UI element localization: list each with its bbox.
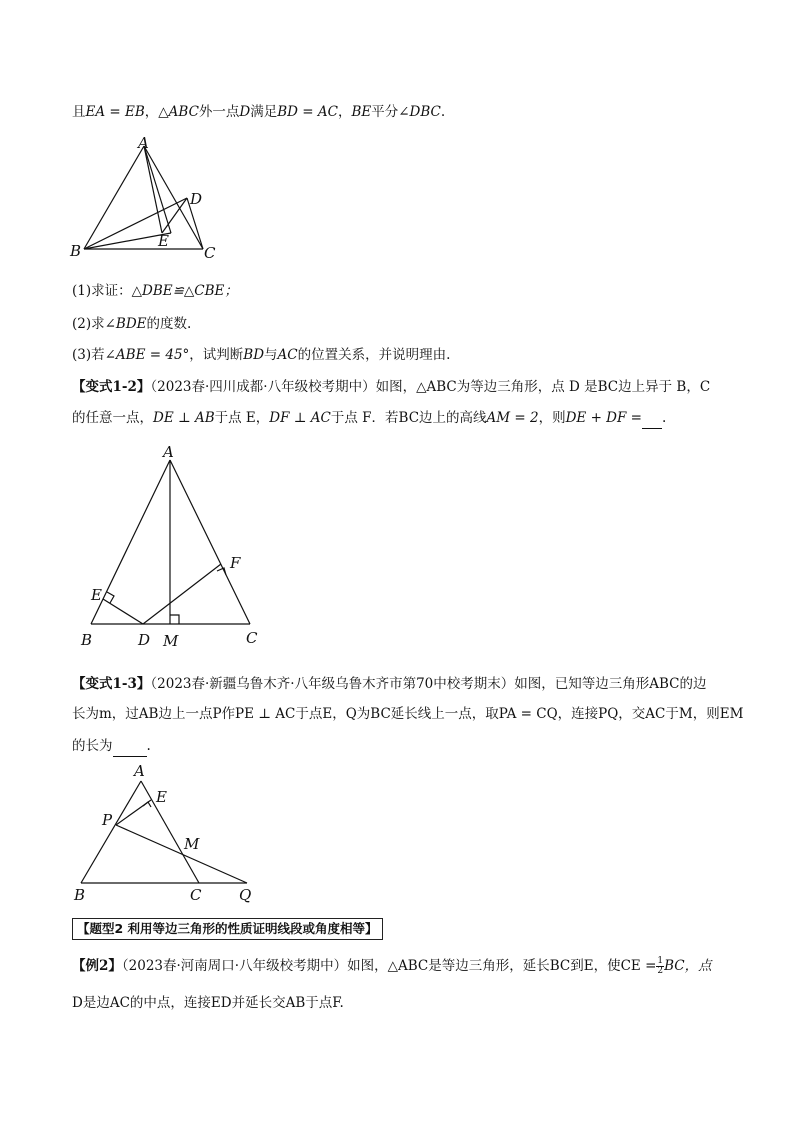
fig3-label-p: P [102, 811, 113, 829]
question-1: (1)求证：△DBE≌△CBE； [72, 283, 238, 299]
fig2-label-d: D [138, 631, 151, 649]
example-2-line1: 【例2】（2023春·河南周口·八年级校考期中）如图，△ABC是等边三角形，延长BC到E，使CE = $\frac{1}{2}$ BC，点 [72, 956, 712, 976]
answer-blank [113, 736, 147, 757]
variant-1-3-line2: 长为m，过AB边上一点P作PE ⊥ AC于点E，Q为BC延长线上一点，取PA = CQ，连接PQ，交AC于M，则EM [72, 706, 744, 722]
fig2-label-f: F [230, 554, 241, 572]
variant-1-3-line1: 【变式1-3】（2023春·新疆乌鲁木齐·八年级乌鲁木齐市第70中校考期末）如图，已知等边三角形ABC的边 [72, 676, 707, 692]
question-2: (2)求∠BDE的度数. [72, 316, 192, 332]
variant-1-2-line1: 【变式1-2】（2023春·四川成都·八年级校考期中）如图，△ABC为等边三角形，点 D 是BC边上异于 B，C [72, 379, 711, 395]
fig2-label-a: A [163, 443, 174, 461]
fig2-label-m: M [163, 632, 179, 650]
fig1-label-b: B [70, 242, 82, 260]
variant-1-2-line2: 的任意一点，DE ⊥ AB于点 E，DF ⊥ AC于点 F．若BC边上的高线AM = 2，则DE + DF = . [72, 408, 734, 429]
fig3-label-a: A [134, 762, 145, 780]
fig1-label-c: C [204, 244, 216, 262]
fig2-label-c: C [246, 629, 258, 647]
figure-1 [66, 132, 226, 262]
fraction-one-half: $\frac{1}{2}$ [657, 956, 664, 976]
fig1-label-d: D [190, 190, 203, 208]
fig3-label-q: Q [239, 886, 252, 904]
fig1-label-e: E [158, 232, 169, 250]
example-2-line2: D是边AC的中点，连接ED并延长交AB于点F. [72, 995, 344, 1011]
section-2-header: 【题型2 利用等边三角形的性质证明线段或角度相等】 [72, 918, 734, 940]
figure-2 [76, 440, 276, 652]
variant-1-3-line3: 的长为 . [72, 736, 734, 757]
fig2-label-b: B [81, 631, 93, 649]
fig3-label-b: B [74, 886, 86, 904]
fig3-label-e: E [156, 788, 167, 806]
intro-line: 且EA = EB，△ABC外一点D满足BD = AC，BE平分∠DBC. [72, 104, 446, 120]
figure-3 [66, 760, 266, 905]
fig3-label-m: M [184, 835, 200, 853]
question-3: (3)若∠ABE = 45°，试判断BD与AC的位置关系，并说明理由. [72, 347, 451, 363]
fig2-label-e: E [91, 586, 102, 604]
fig3-label-c: C [190, 886, 202, 904]
fig1-label-a: A [138, 134, 149, 152]
answer-blank [642, 408, 662, 429]
